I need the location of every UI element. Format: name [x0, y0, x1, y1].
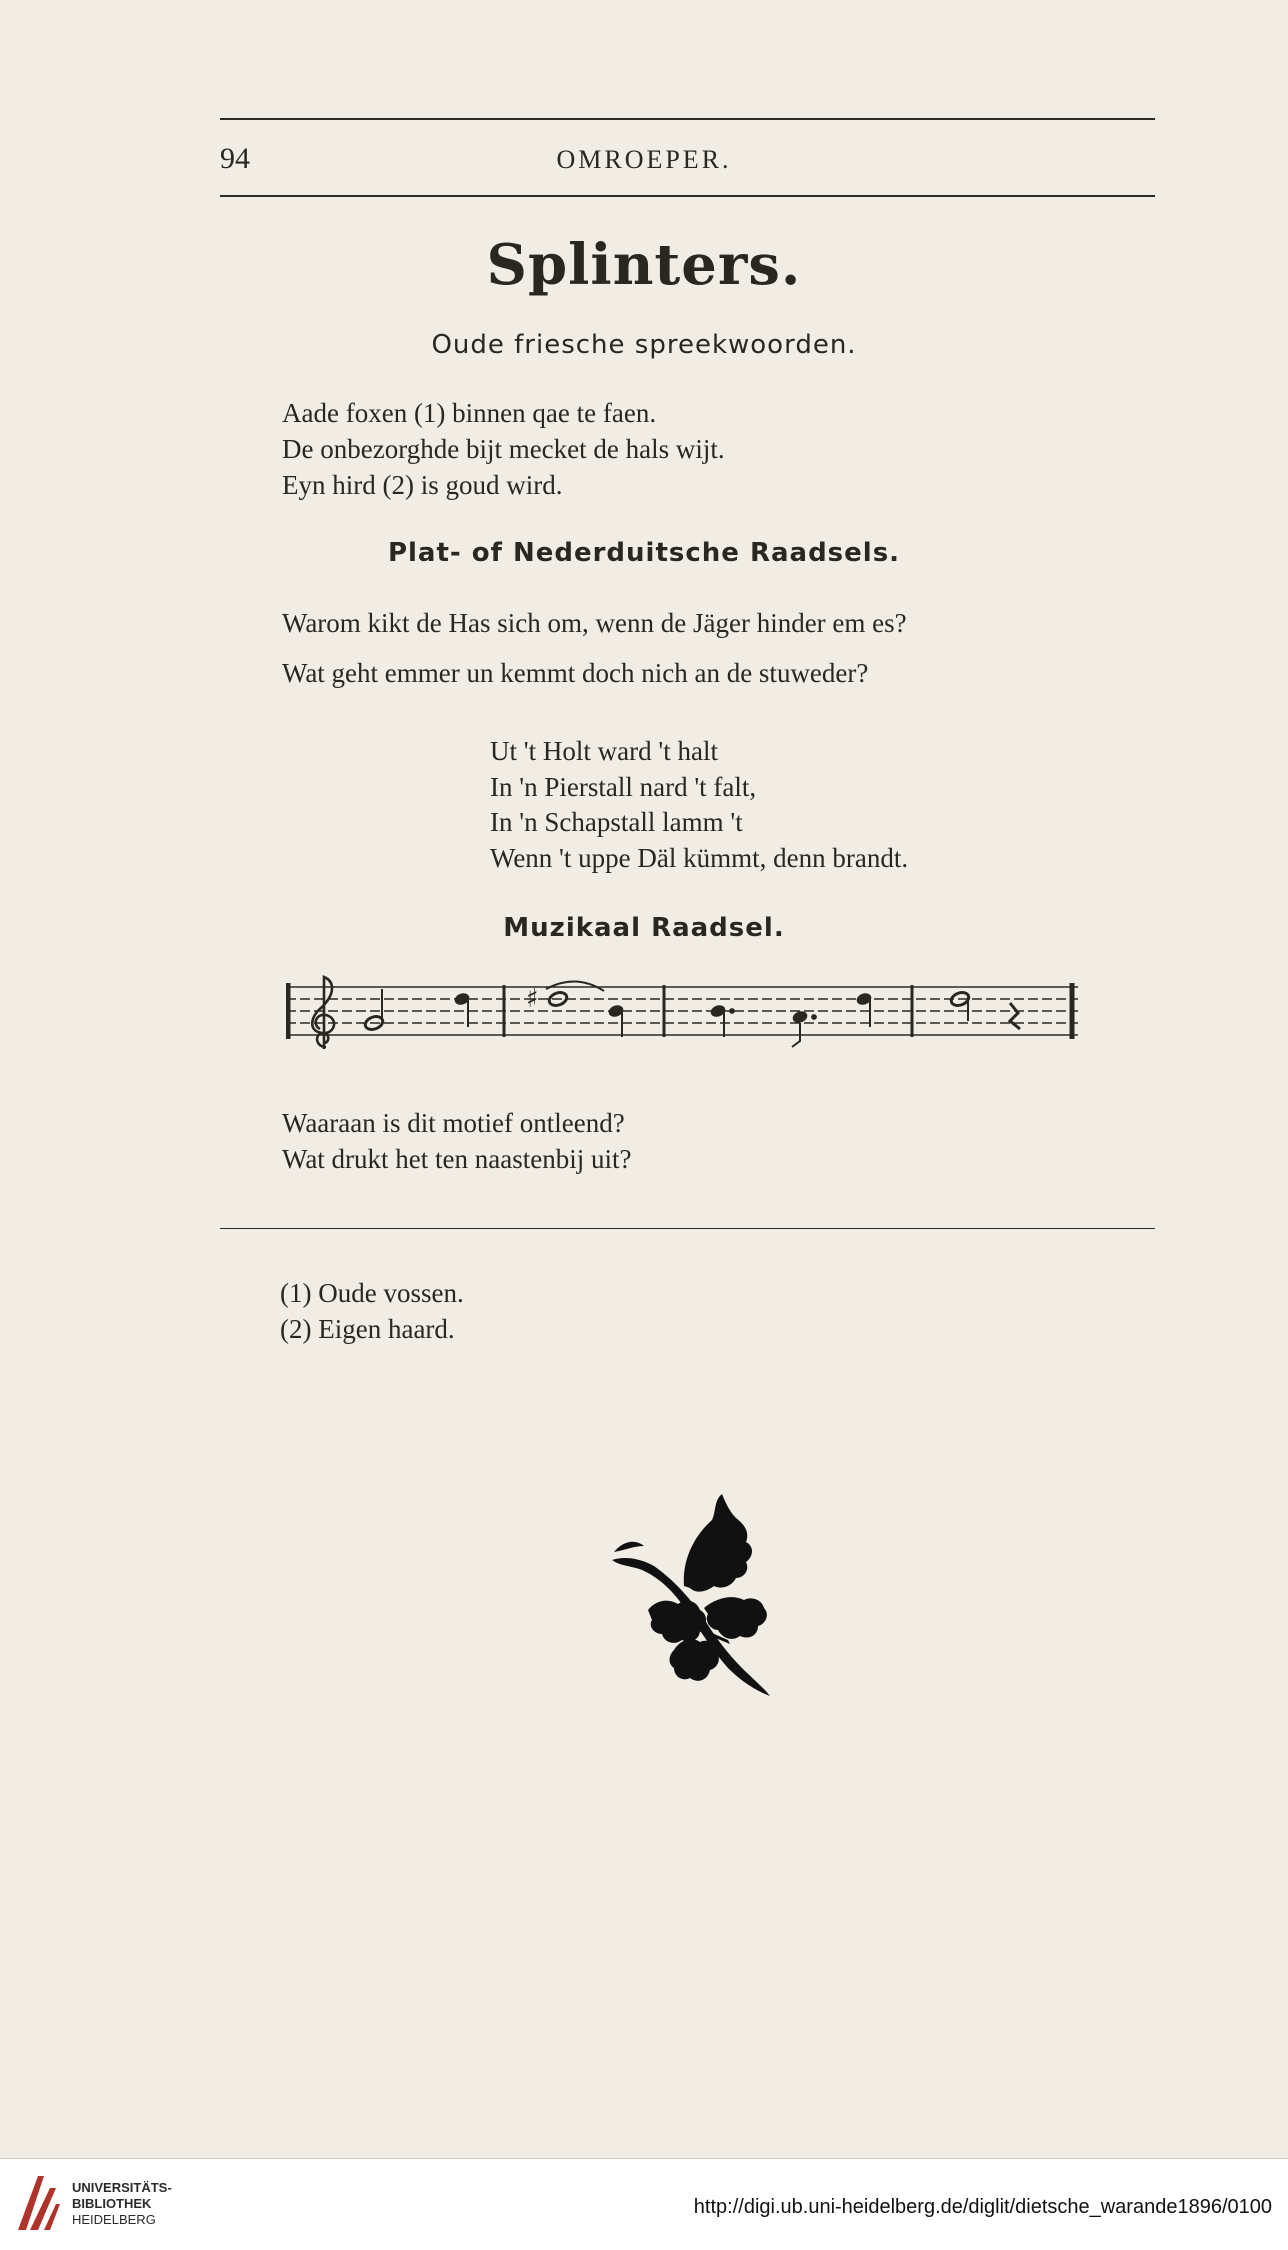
music-staff [286, 975, 1082, 1055]
footnote: (1) Oude vossen. [280, 1278, 464, 1308]
source-url-link[interactable]: http://digi.ub.uni-heidelberg.de/diglit/dietsche_warande1896/0100 [693, 2196, 1272, 2218]
library-logo-icon [14, 2170, 64, 2236]
library-name [72, 2180, 172, 2228]
footnote: (2) Eigen haard. [280, 1314, 455, 1344]
riddle-verse-line: In 'n Schapstall lamm 't [490, 807, 743, 837]
library-line: HEIDELBERG [72, 2212, 156, 2227]
riddle-verse-line: Wenn 't uppe Däl kümmt, denn brandt. [490, 843, 909, 873]
header-rule-bottom [220, 195, 1155, 197]
musical-question: Wat drukt het ten naastenbij uit? [282, 1144, 632, 1174]
section-heading-frisian: Oude friesche spreekwoorden. [431, 330, 857, 360]
header-rule-top [220, 118, 1155, 120]
library-line: BIBLIOTHEK [72, 2196, 152, 2211]
music-notes [363, 981, 1020, 1047]
riddle-verse-line: In 'n Pierstall nard 't falt, [490, 772, 757, 802]
page-number: 94 [220, 142, 250, 175]
oak-leaf-sprig-icon [604, 1490, 774, 1700]
frisian-proverb: Eyn hird (2) is goud wird. [282, 470, 563, 500]
riddle-text: Warom kikt de Has sich om, wenn de Jäger hinder em es? [282, 608, 907, 638]
riddle-text: Wat geht emmer un kemmt doch nich an de stuweder? [282, 658, 869, 688]
riddle-verse-line: Ut 't Holt ward 't halt [490, 736, 718, 766]
page-title: Splinters. [486, 232, 802, 298]
section-heading-riddles: Plat- of Nederduitsche Raadsels. [387, 538, 901, 568]
frisian-proverb: De onbezorghde bijt mecket de hals wijt. [282, 434, 725, 464]
running-title: OMROEPER. [556, 145, 732, 174]
section-heading-musical: Muzikaal Raadsel. [503, 913, 785, 943]
footnote-rule [220, 1228, 1155, 1229]
library-line: UNIVERSITÄTS- [72, 2180, 172, 2195]
frisian-proverb: Aade foxen (1) binnen qae te faen. [282, 398, 657, 428]
svg-text:♯: ♯ [526, 984, 539, 1014]
musical-question: Waaraan is dit motief ontleend? [282, 1108, 625, 1138]
